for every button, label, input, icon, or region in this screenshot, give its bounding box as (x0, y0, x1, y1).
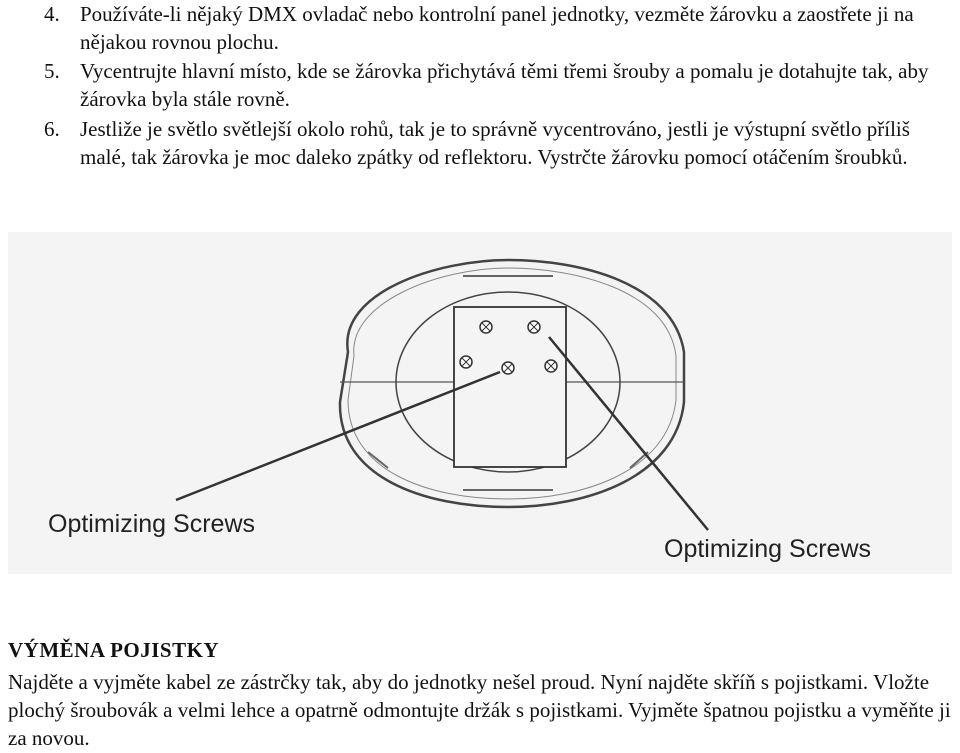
figure-label-left: Optimizing Screws (48, 510, 255, 538)
screw (528, 321, 540, 333)
screw (502, 362, 514, 374)
figure-label-right: Optimizing Screws (664, 535, 871, 563)
section-paragraph: Najděte a vyjměte kabel ze zástrčky tak, aby do jednotky nešel proud. Nyní najděte skříň s pojistkami. Vložte plochý šroubovák a velmi lehce a opatrně odmontujte držák s pojistkami. Vyjměte špatnou pojistku a vyměňte ji za novou. (8, 670, 951, 750)
step-text: Jestliže je světlo světlejší okolo rohů, tak je to správně vycentrováno, jestli je výstupní světlo příliš malé, tak žárovka je moc daleko zpátky od reflektoru. Vystrčte žárovku pomocí otáčením šroubků. (80, 117, 910, 169)
step-text: Používáte-li nějaký DMX ovladač nebo kontrolní panel jednotky, vezměte žárovku a zaostřete ji na nějakou rovnou plochu. (80, 2, 914, 54)
diagram-svg (8, 232, 952, 574)
step-text: Vycentrujte hlavní místo, kde se žárovka přichytává těmi třemi šrouby a pomalu je dotahujte tak, aby žárovka byla stále rovně. (80, 59, 929, 111)
lamp-adjustment-diagram (8, 232, 952, 574)
step-number: 4. (44, 2, 60, 26)
pointer-line-left (176, 372, 500, 500)
mounting-plate (454, 307, 566, 467)
step-number: 5. (44, 59, 60, 83)
vent-left (368, 452, 388, 468)
screw (480, 321, 492, 333)
screw (460, 356, 472, 368)
section-heading: VÝMĚNA POJISTKY (8, 638, 220, 662)
screw (545, 360, 557, 372)
step-number: 6. (44, 117, 60, 141)
